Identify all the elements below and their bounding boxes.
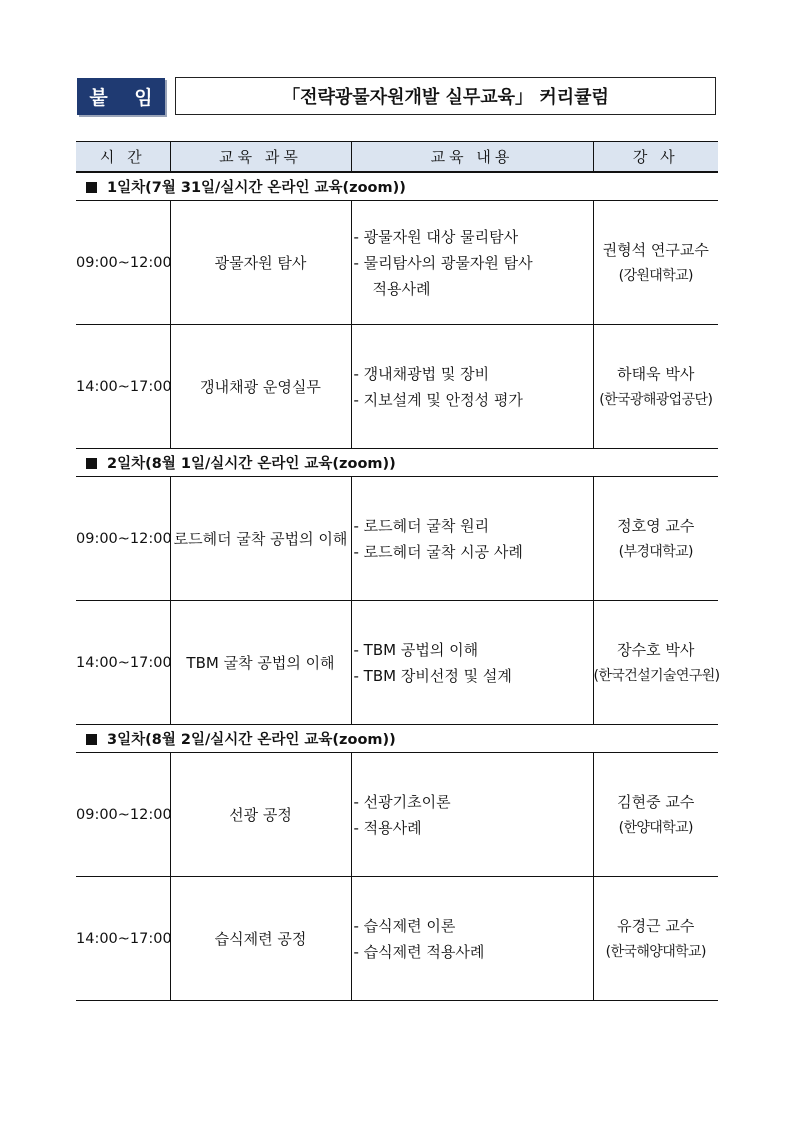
session-content: [351, 753, 593, 877]
day-header-row: [76, 172, 718, 201]
session-instructor: [593, 601, 718, 725]
session-course: 갱내채광 운영실무: [170, 325, 351, 449]
instructor-affiliation: (부경대학교): [618, 543, 693, 560]
table-row: [76, 201, 718, 325]
attachment-badge: 붙 임: [77, 78, 165, 115]
instructor-affiliation: (한국해양대학교): [605, 943, 706, 960]
page-title: 「전략광물자원개발 실무교육」 커리큘럼: [175, 77, 716, 115]
square-bullet-icon: [86, 182, 97, 193]
column-header-course: 교육 과목: [170, 142, 351, 173]
content-line: - 지보설계 및 안정성 평가: [353, 390, 523, 409]
session-content: [351, 477, 593, 601]
day-header-row: [76, 449, 718, 477]
table-row: [76, 477, 718, 601]
session-instructor: [593, 325, 718, 449]
table-row: [76, 877, 718, 1001]
content-line: - 갱내채광법 및 장비: [353, 364, 490, 383]
content-line: - 광물자원 대상 물리탐사: [353, 227, 519, 246]
instructor-name: 유경근 교수: [617, 916, 695, 935]
instructor-name: 권형석 연구교수: [602, 240, 709, 259]
session-instructor: [593, 477, 718, 601]
instructor-affiliation: (강원대학교): [618, 267, 693, 284]
session-course: 선광 공정: [170, 753, 351, 877]
content-line: - 적용사례: [353, 818, 422, 837]
instructor-name: 정호영 교수: [617, 516, 695, 535]
content-line: - TBM 장비선정 및 설계: [353, 666, 512, 685]
instructor-name: 김현중 교수: [617, 792, 695, 811]
session-course: 로드헤더 굴착 공법의 이해: [170, 477, 351, 601]
session-time: 14:00~17:00: [76, 601, 170, 725]
session-course: 광물자원 탐사: [170, 201, 351, 325]
session-time: 09:00~12:00: [76, 201, 170, 325]
session-content: [351, 325, 593, 449]
table-header-row: [76, 142, 718, 173]
instructor-name: 장수호 박사: [617, 640, 695, 659]
session-instructor: [593, 201, 718, 325]
session-instructor: [593, 753, 718, 877]
session-time: 14:00~17:00: [76, 325, 170, 449]
session-time: 09:00~12:00: [76, 477, 170, 601]
column-header-time: 시 간: [76, 142, 170, 173]
instructor-affiliation: (한국광해광업공단): [599, 391, 713, 408]
session-time: 14:00~17:00: [76, 877, 170, 1001]
content-line: - 로드헤더 굴착 시공 사례: [353, 542, 523, 561]
session-time: 09:00~12:00: [76, 753, 170, 877]
content-line: - 습식제련 적용사례: [353, 942, 485, 961]
table-row: [76, 601, 718, 725]
column-header-instructor: 강 사: [593, 142, 718, 173]
instructor-name: 하태욱 박사: [617, 364, 695, 383]
content-line: - 습식제련 이론: [353, 916, 456, 935]
session-course: TBM 굴착 공법의 이해: [170, 601, 351, 725]
content-line: - 로드헤더 굴착 원리: [353, 516, 490, 535]
session-instructor: [593, 877, 718, 1001]
session-content: [351, 877, 593, 1001]
content-line: - TBM 공법의 이해: [353, 640, 479, 659]
day-header-row: [76, 725, 718, 753]
table-row: [76, 325, 718, 449]
instructor-affiliation: (한국건설기술연구원): [593, 667, 720, 684]
session-content: [351, 201, 593, 325]
curriculum-table: [76, 141, 718, 1001]
table-row: [76, 753, 718, 877]
column-header-content: 교육 내용: [351, 142, 593, 173]
day-label: 2일차(8월 1일/실시간 온라인 교육(zoom)): [107, 456, 396, 472]
page-header: [77, 77, 717, 117]
day-label: 3일차(8월 2일/실시간 온라인 교육(zoom)): [107, 732, 396, 748]
content-line: - 선광기초이론: [353, 792, 451, 811]
day-label: 1일차(7월 31일/실시간 온라인 교육(zoom)): [107, 180, 406, 196]
content-line: - 물리탐사의 광물자원 탐사: [353, 253, 533, 272]
square-bullet-icon: [86, 734, 97, 745]
instructor-affiliation: (한양대학교): [618, 819, 693, 836]
session-course: 습식제련 공정: [170, 877, 351, 1001]
square-bullet-icon: [86, 458, 97, 469]
session-content: [351, 601, 593, 725]
content-line: 적용사례: [372, 279, 431, 298]
